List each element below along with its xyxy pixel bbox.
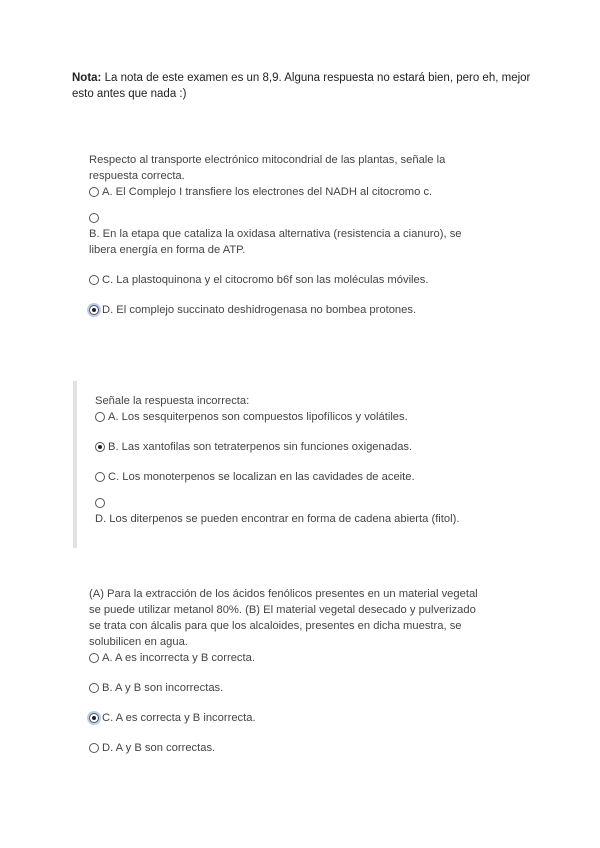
question-3 — [89, 586, 489, 756]
question-2-option-d[interactable] — [95, 498, 495, 527]
radio-button-selected[interactable] — [89, 305, 99, 315]
question-1 — [89, 152, 489, 318]
option-label: B. A y B son incorrectas. — [102, 682, 224, 694]
exam-note — [72, 70, 532, 102]
radio-button[interactable] — [95, 472, 105, 482]
radio-button-selected[interactable] — [95, 442, 105, 452]
option-label: D. El complejo succinato deshidrogenasa no bombea protones. — [102, 304, 417, 316]
option-label: A. Los sesquiterpenos son compuestos lipofílicos y volátiles. — [108, 411, 408, 423]
radio-button[interactable] — [89, 213, 99, 223]
question-2-option-a[interactable] — [95, 409, 495, 425]
option-label: C. A es correcta y B incorrecta. — [102, 712, 256, 724]
radio-button[interactable] — [89, 653, 99, 663]
question-3-prompt: (A) Para la extracción de los ácidos fenólicos presentes en un material vegetal se puede utilizar metanol 80%. (B) El material vegetal desecado y pulverizado se trata con álcalis para que los alcaloides, presentes en dicha muestra, se solubilicen en agua. — [89, 588, 478, 648]
option-label: A. A es incorrecta y B correcta. — [102, 652, 255, 664]
option-label: C. Los monoterpenos se localizan en las cavidades de aceite. — [108, 471, 415, 483]
question-2-option-c[interactable] — [95, 469, 495, 485]
question-2-left-border — [73, 381, 77, 548]
question-1-prompt: Respecto al transporte electrónico mitocondrial de las plantas, señale la respuesta correcta. — [89, 154, 446, 182]
option-label: A. El Complejo I transfiere los electrones del NADH al citocromo c. — [102, 186, 433, 198]
question-1-option-b[interactable] — [89, 213, 489, 258]
radio-button[interactable] — [89, 275, 99, 285]
question-1-option-a[interactable] — [89, 184, 489, 200]
radio-button[interactable] — [89, 187, 99, 197]
radio-button[interactable] — [95, 412, 105, 422]
question-1-option-c[interactable] — [89, 272, 489, 288]
radio-button[interactable] — [89, 743, 99, 753]
radio-button[interactable] — [95, 498, 105, 508]
radio-button[interactable] — [89, 683, 99, 693]
radio-button-selected[interactable] — [89, 713, 99, 723]
note-text: La nota de este examen es un 8,9. Alguna respuesta no estará bien, pero eh, mejor esto antes que nada :) — [72, 72, 531, 100]
option-label: B. En la etapa que cataliza la oxidasa alternativa (resistencia a cianuro), se libera energía en forma de ATP. — [89, 228, 462, 256]
note-label: Nota: — [72, 72, 102, 84]
option-label: C. La plastoquinona y el citocromo b6f son las moléculas móviles. — [102, 274, 429, 286]
option-label: B. Las xantofilas son tetraterpenos sin funciones oxigenadas. — [108, 441, 413, 453]
question-2-option-b[interactable] — [95, 439, 495, 455]
question-2 — [95, 393, 495, 527]
question-2-prompt: Señale la respuesta incorrecta: — [95, 395, 250, 407]
question-3-option-b[interactable] — [89, 680, 489, 696]
question-3-option-a[interactable] — [89, 650, 489, 666]
question-1-option-d[interactable] — [89, 302, 489, 318]
option-label: D. A y B son correctas. — [102, 742, 216, 754]
option-label: D. Los diterpenos se pueden encontrar en forma de cadena abierta (fitol). — [95, 513, 460, 525]
question-3-option-c[interactable] — [89, 710, 489, 726]
question-3-option-d[interactable] — [89, 740, 489, 756]
